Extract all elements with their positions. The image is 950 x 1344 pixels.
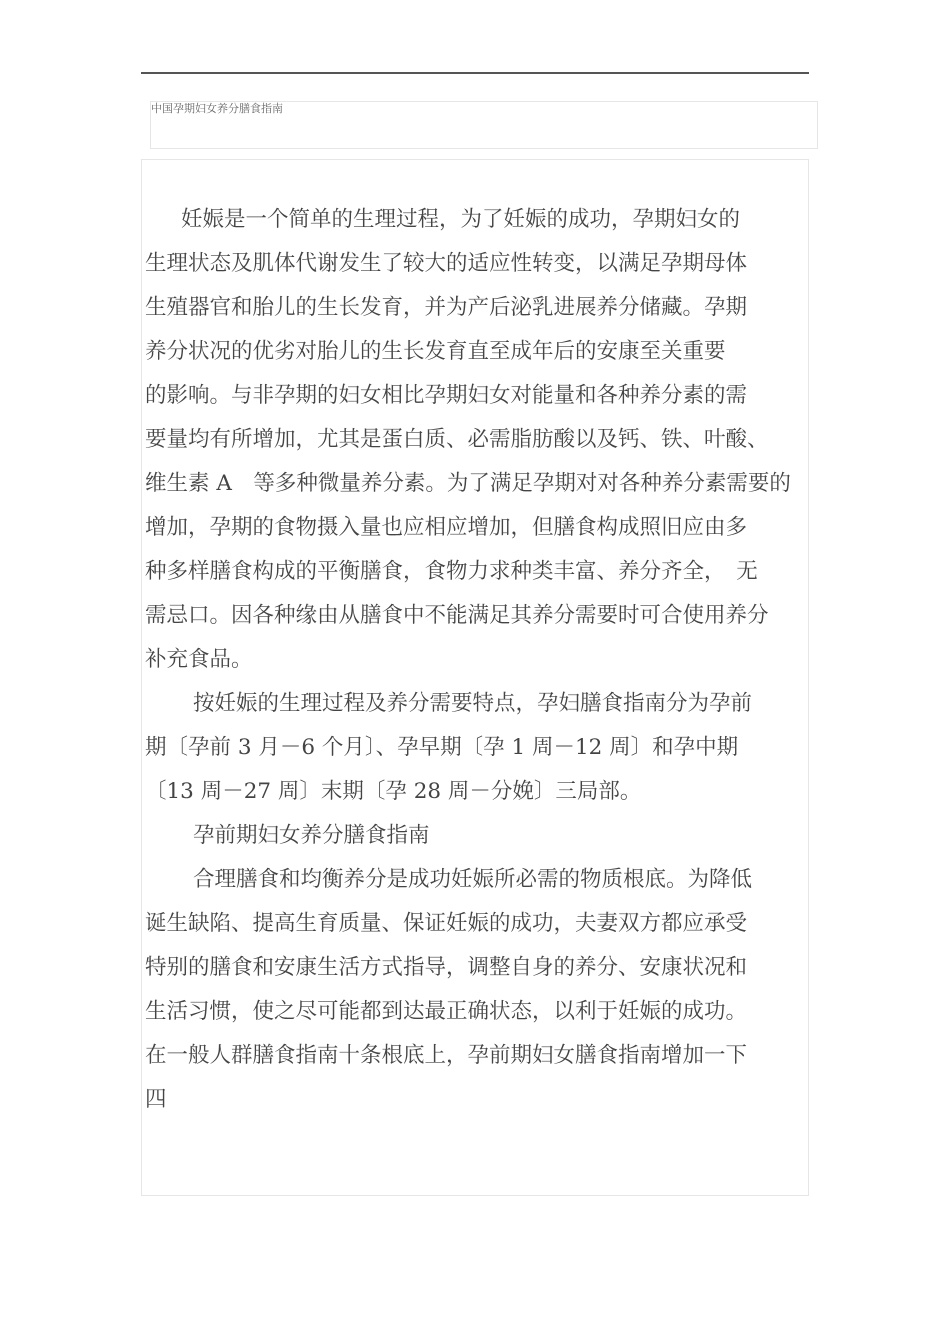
paragraph-line: 生殖器官和胎儿的生长发育，并为产后泌乳进展养分储藏。孕期 bbox=[145, 295, 748, 320]
paragraph-line: 妊娠是一个简单的生理过程，为了妊娠的成功，孕期妇女的 bbox=[181, 207, 741, 232]
document-body bbox=[145, 198, 821, 1122]
paragraph-line: 四 bbox=[145, 1087, 167, 1112]
paragraph-line: 生活习惯，使之尽可能都到达最正确状态，以利于妊娠的成功。 bbox=[145, 999, 748, 1024]
section-heading: 孕前期妇女养分膳食指南 bbox=[193, 823, 430, 848]
paragraph-line: 的影响。与非孕期的妇女相比孕期妇女对能量和各种养分素的需 bbox=[145, 383, 748, 408]
paragraph-line: 养分状况的优劣对胎儿的生长发育直至成年后的安康至关重要 bbox=[145, 339, 726, 364]
paragraph-line: 在一般人群膳食指南十条根底上，孕前期妇女膳食指南增加一下 bbox=[145, 1043, 748, 1068]
header-rule bbox=[141, 72, 809, 74]
paragraph-line: 诞生缺陷、提高生育质量、保证妊娠的成功，夫妻双方都应承受 bbox=[145, 911, 748, 936]
paragraph-line: 补充食品。 bbox=[145, 647, 253, 672]
paragraph-line: 特别的膳食和安康生活方式指导，调整自身的养分、安康状况和 bbox=[145, 955, 748, 980]
document-title: 中国孕期妇女养分膳食指南 bbox=[151, 102, 283, 115]
paragraph-line: 要量均有所增加，尤其是蛋白质、必需脂肪酸以及钙、铁、叶酸、 bbox=[145, 427, 769, 452]
paragraph-line: 按妊娠的生理过程及养分需要特点，孕妇膳食指南分为孕前 bbox=[193, 691, 753, 716]
paragraph-line: 〔13 周－27 周〕末期〔孕 28 周－分娩〕三局部。 bbox=[145, 779, 642, 804]
paragraph-line: 维生素 A 等多种微量养分素。为了满足孕期对对各种养分素需要的 bbox=[145, 471, 791, 496]
paragraph-line: 合理膳食和均衡养分是成功妊娠所必需的物质根底。为降低 bbox=[193, 867, 753, 892]
paragraph-line: 需忌口。因各种缘由从膳食中不能满足其养分需要时可合使用养分 bbox=[145, 603, 769, 628]
paragraph-line: 种多样膳食构成的平衡膳食，食物力求种类丰富、养分齐全， 无 bbox=[145, 559, 758, 584]
paragraph-line: 增加，孕期的食物摄入量也应相应增加，但膳食构成照旧应由多 bbox=[145, 515, 748, 540]
paragraph-line: 期〔孕前 3 月－6 个月〕、孕早期〔孕 1 周－12 周〕和孕中期 bbox=[145, 735, 739, 760]
page-header bbox=[150, 101, 818, 149]
paragraph-line: 生理状态及肌体代谢发生了较大的适应性转变，以满足孕期母体 bbox=[145, 251, 748, 276]
